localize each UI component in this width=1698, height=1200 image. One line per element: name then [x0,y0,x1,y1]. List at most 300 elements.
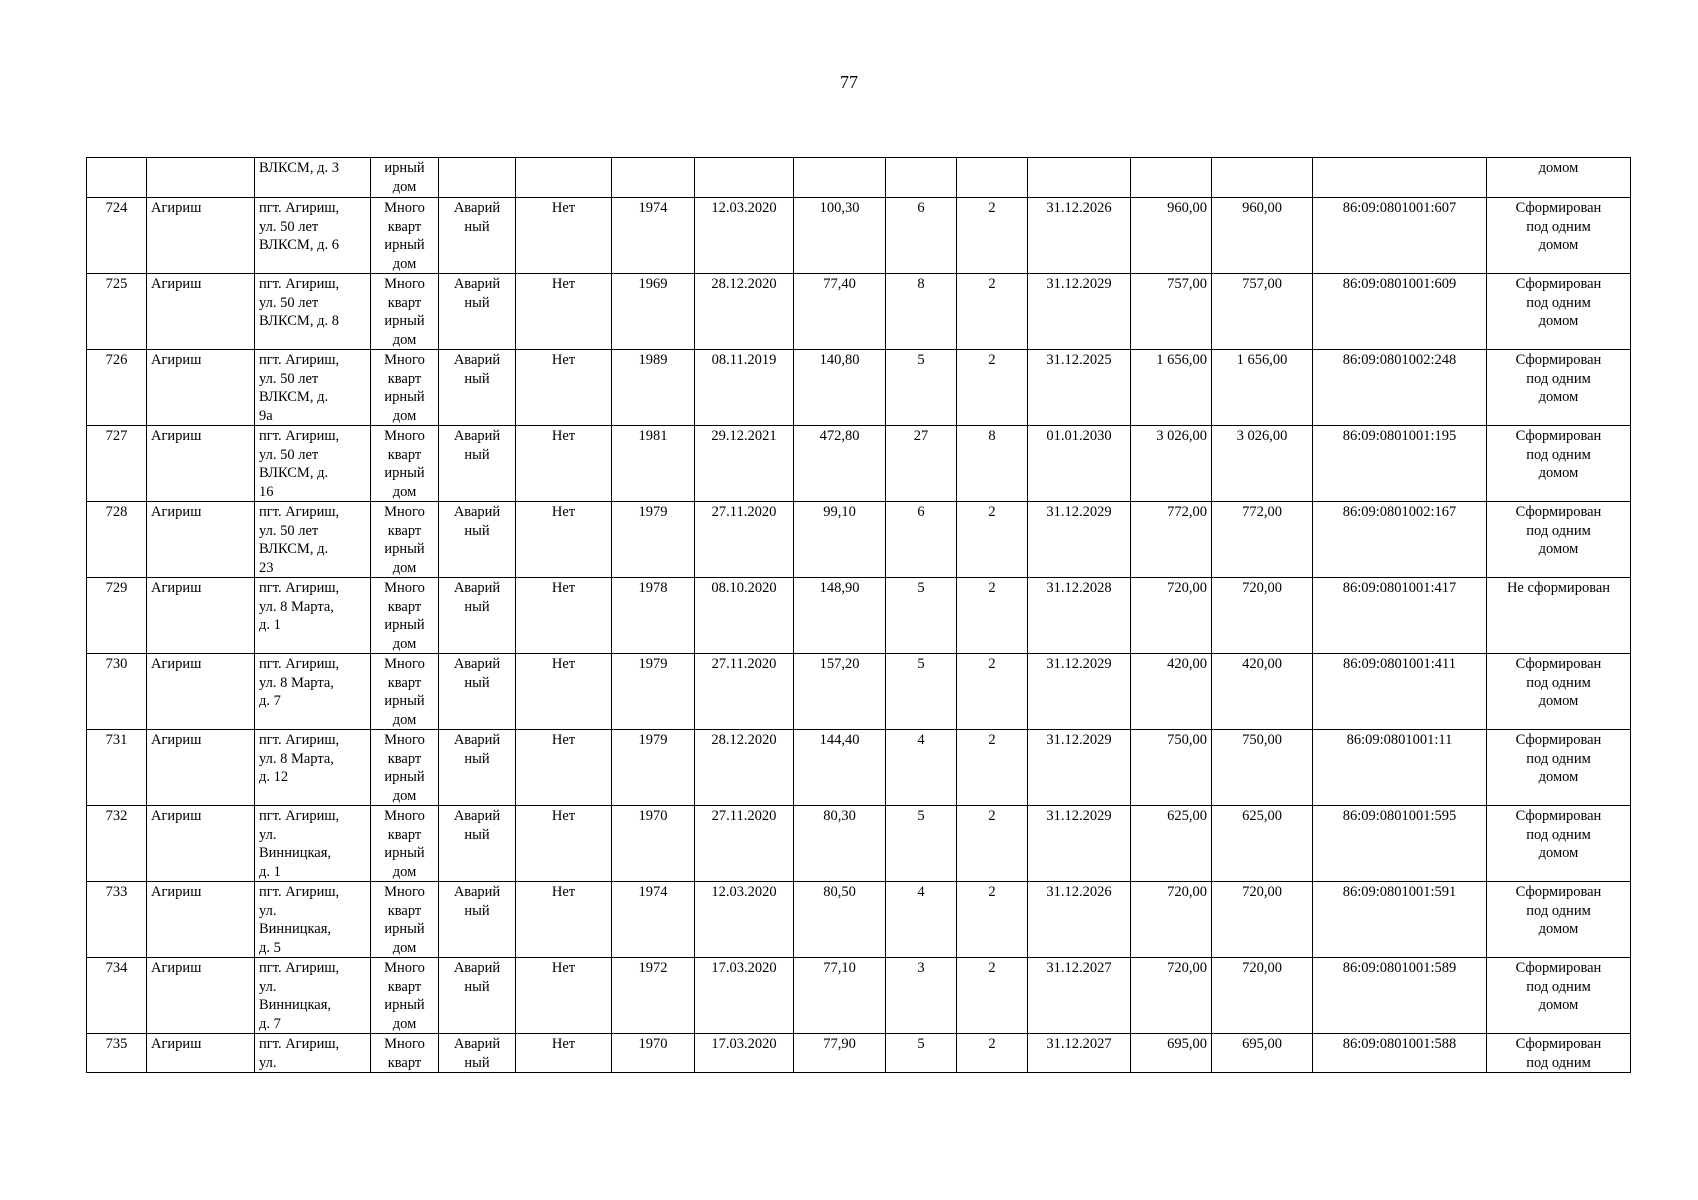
cell-area: 472,80 [794,426,886,502]
cell-resettle-date: 31.12.2027 [1028,1034,1131,1073]
cell-status [439,1034,516,1073]
cell-num: 728 [87,502,147,578]
house-type-line: ирный [384,769,425,785]
cell-apartments: 2 [957,806,1028,882]
house-type-line: кварт [387,598,422,615]
address-line: 16 [259,483,274,500]
cell-resettle-date: 31.12.2029 [1028,654,1131,730]
cell-residents: 8 [886,274,957,350]
cell-status [439,882,516,958]
cell-year: 1974 [612,198,695,274]
status-line: ный [464,522,490,539]
cell-status [439,350,516,426]
cell-municipality: Агириш [147,198,255,274]
cell-num [87,158,147,198]
house-type-line: кварт [387,218,422,235]
house-type-line: дом [392,863,417,880]
status-line: ный [464,1054,490,1071]
house-type-line: Много [384,504,425,520]
cell-address [255,882,371,958]
land-status-line: под одним [1526,826,1591,843]
status-line: ный [464,598,490,615]
cell-included: Нет [516,426,612,502]
cell-land-status [1487,806,1631,882]
cell-area: 99,10 [794,502,886,578]
house-type-line: кварт [387,674,422,691]
cell-cost-1: 420,00 [1131,654,1212,730]
cell-residents: 5 [886,1034,957,1073]
table-row-continued [87,158,1631,198]
cell-cadastral: 86:09:0801001:588 [1313,1034,1487,1073]
cell-municipality: Агириш [147,730,255,806]
cell-cost-1: 720,00 [1131,958,1212,1034]
house-type-line: кварт [387,826,422,843]
house-type-line: дом [392,178,417,195]
cell-date: 29.12.2021 [695,426,794,502]
cell-year: 1978 [612,578,695,654]
cell-cadastral: 86:09:0801001:11 [1313,730,1487,806]
house-type-line: ирный [384,921,425,937]
status-line: ный [464,750,490,767]
table-row [87,882,1631,958]
house-type-line: кварт [387,446,422,463]
cell-address [255,1034,371,1073]
cell-area: 144,40 [794,730,886,806]
address-line: д. 5 [259,939,281,956]
cell-status [439,198,516,274]
cell-status [439,654,516,730]
cell-year: 1979 [612,502,695,578]
cell-cost-2: 757,00 [1212,274,1313,350]
table-row [87,1034,1631,1073]
cell-cost-2 [1212,158,1313,198]
address-line: ВЛКСМ, д. [259,541,329,557]
table-row [87,578,1631,654]
house-type-line: ирный [384,160,425,176]
table-row [87,274,1631,350]
cell-cost-2: 420,00 [1212,654,1313,730]
status-line: ный [464,294,490,311]
cell-address [255,502,371,578]
cell-land-status [1487,578,1631,654]
cell-date: 28.12.2020 [695,274,794,350]
cell-year: 1979 [612,730,695,806]
cell-status [439,274,516,350]
land-status-line: Сформирован [1515,732,1602,748]
cell-municipality: Агириш [147,1034,255,1073]
cell-year [612,158,695,198]
table-row [87,426,1631,502]
cell-status [439,426,516,502]
land-status-line: Сформирован [1515,808,1602,824]
cell-cost-2: 695,00 [1212,1034,1313,1073]
house-type-line: ирный [384,237,425,253]
cell-resettle-date: 31.12.2029 [1028,806,1131,882]
cell-included [516,158,612,198]
cell-cost-1: 772,00 [1131,502,1212,578]
land-status-line: Сформирован [1515,504,1602,520]
status-line: Аварий [453,884,501,900]
cell-residents: 4 [886,730,957,806]
address-line: ВЛКСМ, д. [259,465,329,481]
cell-address [255,350,371,426]
cell-municipality: Агириш [147,654,255,730]
status-line: Аварий [453,428,501,444]
cell-house-type [371,882,439,958]
cell-area: 77,90 [794,1034,886,1073]
cell-num: 724 [87,198,147,274]
cell-year: 1970 [612,1034,695,1073]
cell-year: 1989 [612,350,695,426]
cell-house-type [371,158,439,198]
address-line: пгт. Агириш, [259,580,340,596]
cell-area: 77,40 [794,274,886,350]
address-line: ВЛКСМ, д. 6 [259,237,339,253]
cell-year: 1974 [612,882,695,958]
cell-date: 08.10.2020 [695,578,794,654]
cell-cadastral: 86:09:0801001:589 [1313,958,1487,1034]
land-status-line: домом [1538,389,1579,405]
cell-cadastral: 86:09:0801002:167 [1313,502,1487,578]
land-status-line: домом [1538,997,1579,1013]
land-status-line: домом [1538,769,1579,785]
house-type-line: дом [392,939,417,956]
cell-area: 157,20 [794,654,886,730]
cell-cadastral: 86:09:0801001:411 [1313,654,1487,730]
cell-num: 727 [87,426,147,502]
cell-num: 731 [87,730,147,806]
cell-apartments: 2 [957,730,1028,806]
cell-house-type [371,426,439,502]
land-status-line: Не сформирован [1506,580,1611,596]
house-type-line: Много [384,1036,425,1052]
address-line: ул. [259,1054,277,1071]
cell-date: 27.11.2020 [695,502,794,578]
address-line: Винницкая, [259,921,332,937]
cell-resettle-date: 01.01.2030 [1028,426,1131,502]
land-status-line: под одним [1526,978,1591,995]
house-type-line: дом [392,407,417,424]
page-number: 77 [840,72,858,92]
cell-date: 17.03.2020 [695,958,794,1034]
land-status-line: под одним [1526,750,1591,767]
status-line: ный [464,218,490,235]
house-type-line: Много [384,352,425,368]
address-line: пгт. Агириш, [259,884,340,900]
cell-resettle-date: 31.12.2027 [1028,958,1131,1034]
address-line: пгт. Агириш, [259,732,340,748]
cell-cadastral: 86:09:0801001:609 [1313,274,1487,350]
cell-house-type [371,1034,439,1073]
cell-residents: 6 [886,198,957,274]
house-type-line: ирный [384,693,425,709]
house-type-line: Много [384,580,425,596]
cell-residents [886,158,957,198]
cell-house-type [371,198,439,274]
table-row [87,350,1631,426]
cell-cost-1: 757,00 [1131,274,1212,350]
cell-resettle-date: 31.12.2028 [1028,578,1131,654]
cell-date: 27.11.2020 [695,654,794,730]
address-line: пгт. Агириш, [259,276,340,292]
cell-house-type [371,578,439,654]
status-line: Аварий [453,200,501,216]
cell-land-status [1487,730,1631,806]
status-line: Аварий [453,352,501,368]
address-line: пгт. Агириш, [259,960,340,976]
house-type-line: ирный [384,845,425,861]
cell-date: 12.03.2020 [695,882,794,958]
cell-num: 726 [87,350,147,426]
cell-land-status [1487,958,1631,1034]
address-line: д. 12 [259,769,289,785]
land-status-line: под одним [1526,1054,1591,1071]
address-line: д. 1 [259,617,281,633]
status-line: Аварий [453,732,501,748]
cell-address [255,426,371,502]
cell-apartments: 2 [957,274,1028,350]
cell-status [439,502,516,578]
table-row [87,502,1631,578]
cell-address [255,958,371,1034]
cell-num: 732 [87,806,147,882]
address-line: ул. 8 Марта, [259,598,334,615]
table-row [87,958,1631,1034]
status-line: Аварий [453,960,501,976]
cell-address [255,274,371,350]
cell-status [439,578,516,654]
land-status-line: Сформирован [1515,276,1602,292]
cell-address [255,730,371,806]
cell-house-type [371,274,439,350]
cell-land-status [1487,274,1631,350]
cell-date: 12.03.2020 [695,198,794,274]
cell-num: 733 [87,882,147,958]
cell-included: Нет [516,806,612,882]
cell-address [255,578,371,654]
table-row [87,198,1631,274]
cell-residents: 3 [886,958,957,1034]
status-line: ный [464,826,490,843]
cell-land-status [1487,502,1631,578]
cell-cost-2: 625,00 [1212,806,1313,882]
house-type-line: ирный [384,997,425,1013]
cell-cost-2: 720,00 [1212,958,1313,1034]
land-status-line: домом [1538,313,1579,329]
cell-address [255,654,371,730]
cell-land-status [1487,426,1631,502]
address-line: д. 7 [259,1015,281,1032]
cell-residents: 5 [886,350,957,426]
house-type-line: дом [392,483,417,500]
cell-cost-2: 720,00 [1212,882,1313,958]
land-status-line: домом [1538,237,1579,253]
house-type-line: кварт [387,902,422,919]
cell-num: 735 [87,1034,147,1073]
cell-cost-1 [1131,158,1212,198]
cell-date: 28.12.2020 [695,730,794,806]
house-type-line: кварт [387,978,422,995]
cell-year: 1979 [612,654,695,730]
address-line: д. 7 [259,693,281,709]
cell-area: 140,80 [794,350,886,426]
cell-municipality: Агириш [147,426,255,502]
cell-residents: 5 [886,806,957,882]
cell-cost-1: 695,00 [1131,1034,1212,1073]
cell-year: 1981 [612,426,695,502]
house-type-line: кварт [387,750,422,767]
house-type-line: Много [384,960,425,976]
address-line: ВЛКСМ, д. 8 [259,313,339,329]
status-line: Аварий [453,276,501,292]
address-line: д. 1 [259,863,281,880]
address-line: ВЛКСМ, д. [259,389,329,405]
land-status-line: Сформирован [1515,428,1602,444]
cell-area: 80,50 [794,882,886,958]
cell-municipality: Агириш [147,350,255,426]
address-line: ВЛКСМ, д. 3 [259,160,339,176]
cell-included: Нет [516,274,612,350]
land-status-line: Сформирован [1515,884,1602,900]
address-line: ул. 50 лет [259,446,319,463]
cell-address [255,806,371,882]
cell-num: 730 [87,654,147,730]
cell-municipality: Агириш [147,958,255,1034]
cell-status [439,730,516,806]
cell-num: 729 [87,578,147,654]
cell-cadastral: 86:09:0801002:248 [1313,350,1487,426]
cell-municipality: Агириш [147,806,255,882]
cell-year: 1972 [612,958,695,1034]
status-line: Аварий [453,808,501,824]
land-status-line: Сформирован [1515,352,1602,368]
cell-cost-1: 750,00 [1131,730,1212,806]
cell-house-type [371,502,439,578]
cell-apartments: 8 [957,426,1028,502]
table-row [87,654,1631,730]
cell-included: Нет [516,654,612,730]
cell-cadastral [1313,158,1487,198]
address-line: ул. [259,826,277,843]
address-line: пгт. Агириш, [259,656,340,672]
cell-status [439,806,516,882]
house-type-line: ирный [384,541,425,557]
land-status-line: под одним [1526,902,1591,919]
status-line: ный [464,674,490,691]
cell-cost-1: 960,00 [1131,198,1212,274]
cell-date: 17.03.2020 [695,1034,794,1073]
cell-residents: 5 [886,578,957,654]
cell-address [255,158,371,198]
table-row [87,806,1631,882]
cell-land-status [1487,654,1631,730]
cell-cost-1: 720,00 [1131,578,1212,654]
cell-cost-2: 3 026,00 [1212,426,1313,502]
land-status-line: под одним [1526,674,1591,691]
cell-resettle-date: 31.12.2029 [1028,274,1131,350]
cell-cadastral: 86:09:0801001:591 [1313,882,1487,958]
cell-house-type [371,958,439,1034]
cell-cost-1: 1 656,00 [1131,350,1212,426]
address-line: пгт. Агириш, [259,200,340,216]
cell-municipality: Агириш [147,578,255,654]
cell-date: 08.11.2019 [695,350,794,426]
cell-cost-2: 772,00 [1212,502,1313,578]
cell-apartments: 2 [957,350,1028,426]
house-type-line: дом [392,1015,417,1032]
cell-land-status [1487,158,1631,198]
cell-cadastral: 86:09:0801001:195 [1313,426,1487,502]
cell-cost-1: 625,00 [1131,806,1212,882]
status-line: Аварий [453,656,501,672]
cell-address [255,198,371,274]
address-line: 23 [259,559,274,576]
address-line: пгт. Агириш, [259,428,340,444]
cell-house-type [371,730,439,806]
address-line: ул. 50 лет [259,294,319,311]
cell-land-status [1487,198,1631,274]
cell-resettle-date: 31.12.2029 [1028,502,1131,578]
cell-included: Нет [516,198,612,274]
cell-included: Нет [516,958,612,1034]
cell-resettle-date: 31.12.2026 [1028,882,1131,958]
address-line: ул. [259,902,277,919]
address-line: Винницкая, [259,997,332,1013]
cell-apartments: 2 [957,198,1028,274]
house-type-line: Много [384,428,425,444]
cell-included: Нет [516,350,612,426]
cell-land-status [1487,350,1631,426]
cell-land-status [1487,1034,1631,1073]
cell-cadastral: 86:09:0801001:417 [1313,578,1487,654]
cell-apartments: 2 [957,1034,1028,1073]
house-type-line: дом [392,559,417,576]
cell-area: 80,30 [794,806,886,882]
cell-apartments [957,158,1028,198]
house-type-line: Много [384,200,425,216]
status-line: Аварий [453,580,501,596]
land-status-line: под одним [1526,522,1591,539]
cell-cost-2: 1 656,00 [1212,350,1313,426]
cell-residents: 27 [886,426,957,502]
address-line: ул. 50 лет [259,218,319,235]
cell-status [439,958,516,1034]
cell-num: 725 [87,274,147,350]
cell-area [794,158,886,198]
land-status-line: под одним [1526,446,1591,463]
cell-cost-2: 720,00 [1212,578,1313,654]
house-type-line: дом [392,711,417,728]
house-type-line: кварт [387,370,422,387]
address-line: пгт. Агириш, [259,808,340,824]
status-line: ный [464,446,490,463]
address-line: ул. 8 Марта, [259,750,334,767]
house-type-line: ирный [384,617,425,633]
land-status-line: Сформирован [1515,960,1602,976]
address-line: ул. 50 лет [259,522,319,539]
land-status-line: Сформирован [1515,656,1602,672]
house-type-line: Много [384,732,425,748]
cell-residents: 6 [886,502,957,578]
cell-apartments: 2 [957,578,1028,654]
house-type-line: Много [384,884,425,900]
cell-cost-2: 960,00 [1212,198,1313,274]
house-type-line: дом [392,255,417,272]
cell-cadastral: 86:09:0801001:595 [1313,806,1487,882]
cell-apartments: 2 [957,958,1028,1034]
house-type-line: дом [392,635,417,652]
status-line: ный [464,370,490,387]
